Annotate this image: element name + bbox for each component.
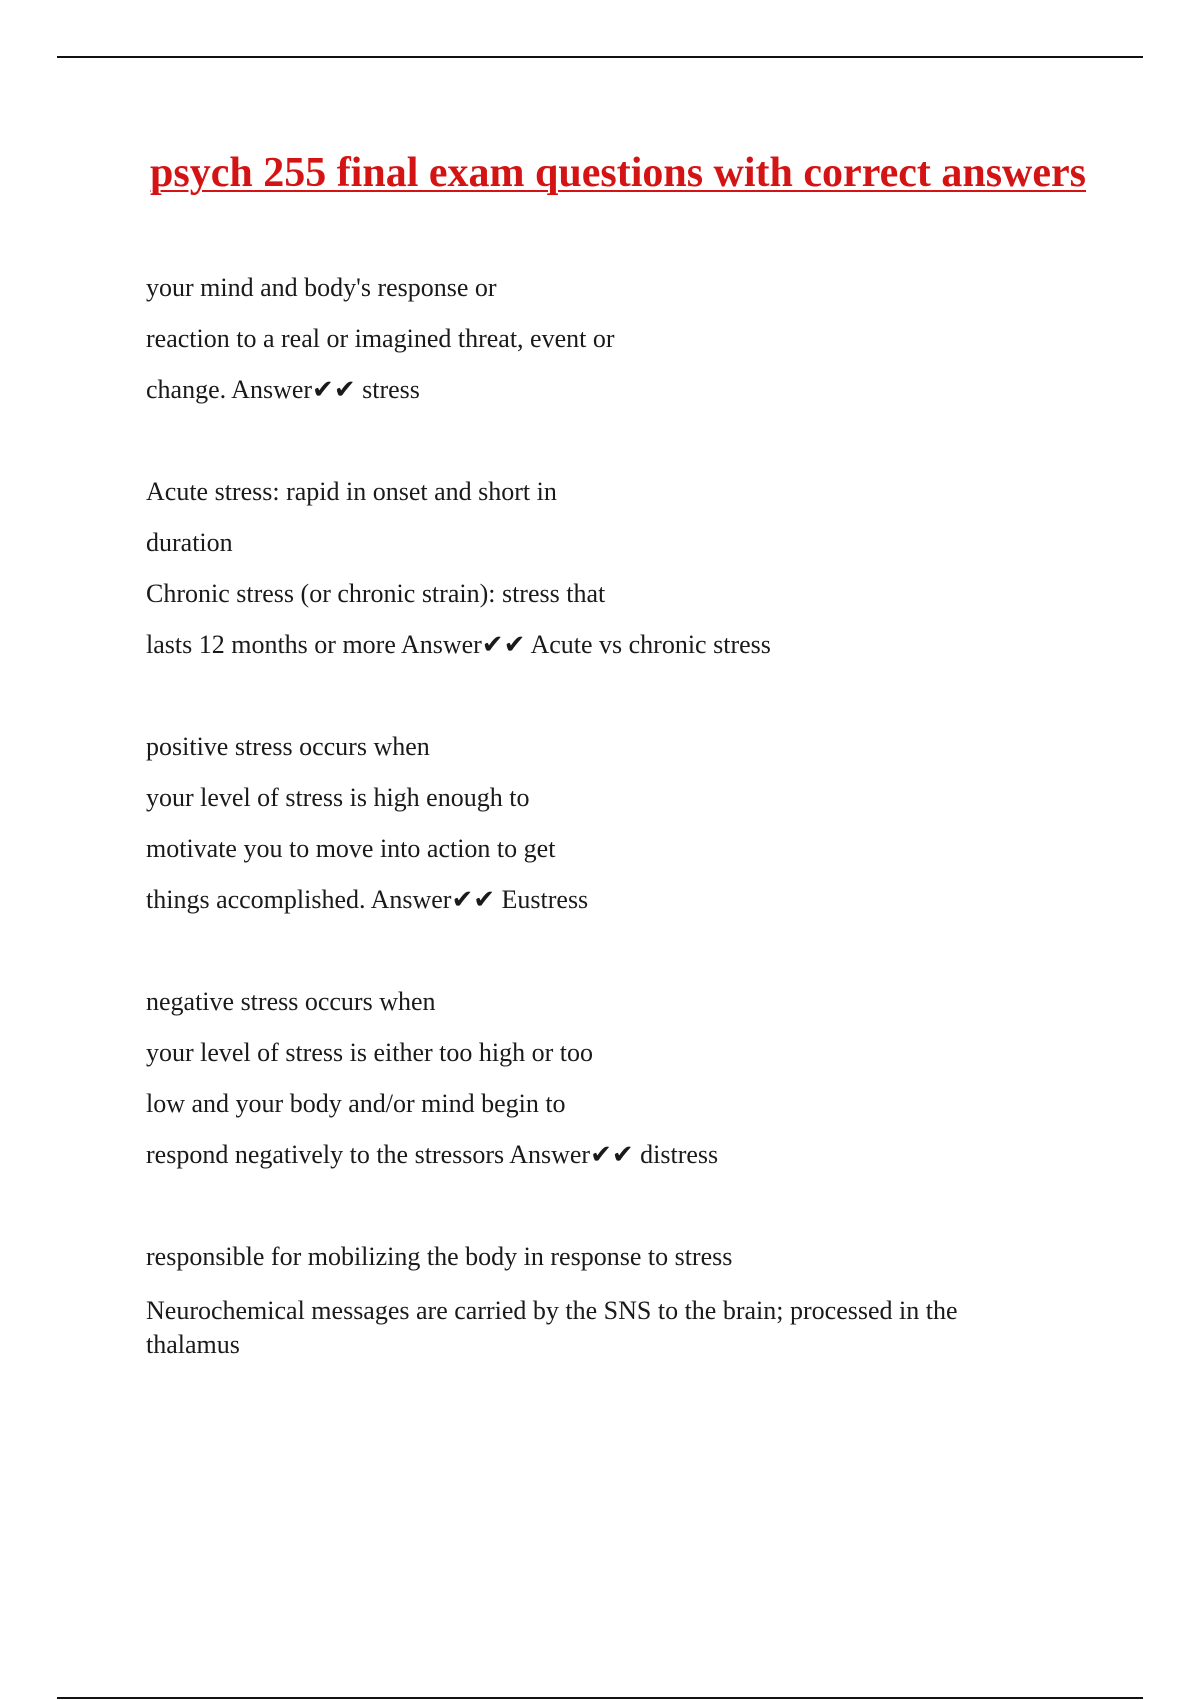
top-rule bbox=[57, 56, 1143, 58]
spacer bbox=[146, 1186, 1046, 1237]
text-line: change. Answer✔✔ stress bbox=[146, 375, 420, 404]
text-line: negative stress occurs when bbox=[146, 987, 436, 1016]
spacer bbox=[146, 421, 1046, 472]
text-line: lasts 12 months or more Answer✔✔ Acute vs chronic stress bbox=[146, 630, 771, 659]
text-line: Chronic stress (or chronic strain): stress that bbox=[146, 579, 606, 608]
document-body bbox=[146, 268, 1046, 1362]
qa-block bbox=[146, 727, 1046, 931]
spacer bbox=[146, 931, 1046, 982]
text-line: Acute stress: rapid in onset and short in bbox=[146, 477, 557, 506]
qa-block bbox=[146, 268, 1046, 421]
qa-block bbox=[146, 472, 1046, 676]
text-line: responsible for mobilizing the body in response to stress bbox=[146, 1242, 733, 1271]
text-line: your mind and body's response or bbox=[146, 273, 497, 302]
text-line: positive stress occurs when bbox=[146, 732, 430, 761]
text-line: motivate you to move into action to get bbox=[146, 834, 556, 863]
text-line: your level of stress is high enough to bbox=[146, 783, 530, 812]
qa-block bbox=[146, 982, 1046, 1186]
text-line: things accomplished. Answer✔✔ Eustress bbox=[146, 885, 589, 914]
text-line: low and your body and/or mind begin to bbox=[146, 1089, 566, 1118]
text-line: duration bbox=[146, 528, 233, 557]
document-title: psych 255 final exam questions with correct answers bbox=[149, 150, 1087, 196]
bottom-rule bbox=[57, 1697, 1143, 1699]
text-line: reaction to a real or imagined threat, event or bbox=[146, 324, 615, 353]
answer-paragraph: Neurochemical messages are carried by the SNS to the brain; processed in the thalamus bbox=[146, 1296, 958, 1359]
spacer bbox=[146, 676, 1046, 727]
qa-block bbox=[146, 1237, 1046, 1362]
text-line: your level of stress is either too high or too bbox=[146, 1038, 593, 1067]
text-line: respond negatively to the stressors Answer✔✔ distress bbox=[146, 1140, 719, 1169]
